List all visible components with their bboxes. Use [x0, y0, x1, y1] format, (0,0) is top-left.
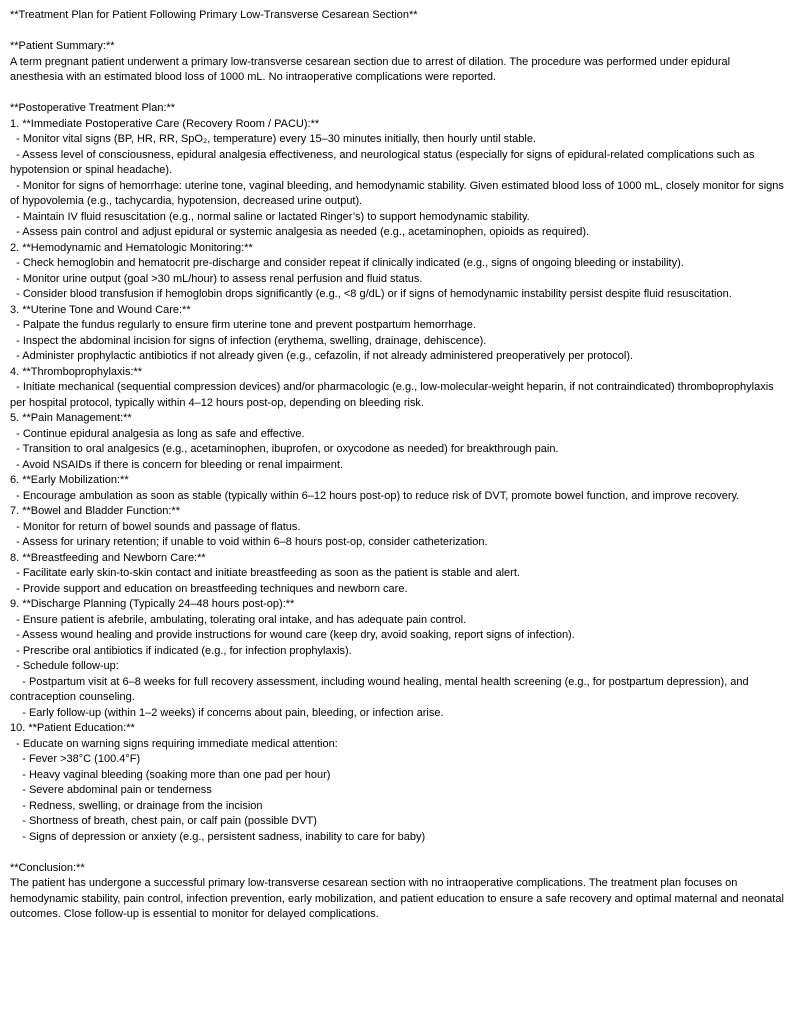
list-item: - Provide support and education on breastfeeding techniques and newborn care. — [10, 582, 408, 595]
section-heading: 6. **Early Mobilization:** — [10, 474, 129, 486]
list-item: - Avoid NSAIDs if there is concern for bleeding or renal impairment. — [10, 458, 344, 471]
list-item: - Signs of depression or anxiety (e.g., persistent sadness, inability to care for baby) — [10, 830, 426, 843]
section-heading: 1. **Immediate Postoperative Care (Recovery Room / PACU):** — [10, 117, 320, 130]
list-item: - Inspect the abdominal incision for signs of infection (erythema, swelling, drainage, dehiscence). — [10, 334, 487, 347]
list-item: - Monitor vital signs (BP, HR, RR, SpO₂, temperature) every 15–30 minutes initially, then hourly until stable. — [10, 133, 536, 145]
list-item: - Consider blood transfusion if hemoglobin drops significantly (e.g., <8 g/dL) or if signs of hemodynamic instability persist despite fluid resuscitation. — [10, 288, 732, 300]
section-heading: 9. **Discharge Planning (Typically 24–48 hours post-op):** — [10, 598, 295, 610]
list-item: - Monitor for return of bowel sounds and passage of flatus. — [10, 520, 301, 533]
summary-heading: **Patient Summary:** — [10, 40, 115, 52]
list-item: - Assess level of consciousness, epidural analgesia effectiveness, and neurological status (especially for signs of epidural-related complications such as hypotension or spinal headache). — [10, 148, 758, 176]
list-item: - Redness, swelling, or drainage from the incision — [10, 799, 263, 812]
conclusion-heading: **Conclusion:** — [10, 861, 85, 874]
section-heading: 4. **Thromboprophylaxis:** — [10, 365, 143, 378]
list-item: - Continue epidural analgesia as long as safe and effective. — [10, 427, 305, 440]
plan-heading: **Postoperative Treatment Plan:** — [10, 102, 176, 114]
list-item: - Shortness of breath, chest pain, or calf pain (possible DVT) — [10, 815, 317, 827]
list-item: - Assess pain control and adjust epidural or systemic analgesia as needed (e.g., acetaminophen, opioids as required). — [10, 226, 590, 238]
document-title: **Treatment Plan for Patient Following Primary Low-Transverse Cesarean Section** — [10, 9, 418, 21]
summary-text: A term pregnant patient underwent a primary low-transverse cesarean section due to arrest of dilation. The procedure was performed under epidural anesthesia with an estimated blood loss of 1000 mL. No intraoperative complications were reported. — [10, 55, 734, 83]
section-heading: 8. **Breastfeeding and Newborn Care:** — [10, 551, 206, 564]
plan-section — [10, 241, 784, 303]
list-item: - Check hemoglobin and hematocrit pre-discharge and consider repeat if clinically indicated (e.g., signs of ongoing bleeding or instability). — [10, 257, 684, 269]
list-item: - Schedule follow-up: — [10, 660, 119, 672]
list-item: - Heavy vaginal bleeding (soaking more than one pad per hour) — [10, 768, 331, 781]
list-item: - Fever >38°C (100.4°F) — [10, 753, 141, 765]
list-item: - Early follow-up (within 1–2 weeks) if concerns about pain, bleeding, or infection arise. — [10, 706, 444, 719]
list-item: - Monitor for signs of hemorrhage: uterine tone, vaginal bleeding, and hemodynamic stability. Given estimated blood loss of 1000 mL, closely monitor for signs of hypovolemia (e.g., tachycardia, hypotension, decreased urine output). — [10, 179, 787, 207]
plan-section — [10, 117, 787, 241]
plan-section — [10, 551, 784, 598]
plan-section — [10, 473, 784, 504]
list-item: - Initiate mechanical (sequential compression devices) and/or pharmacologic (e.g., low-molecular-weight heparin, if not contraindicated) thromboprophylaxis per hospital protocol, typically within 4–12 hours post-op, depending on bleeding risk. — [10, 381, 777, 409]
list-item: - Educate on warning signs requiring immediate medical attention: — [10, 737, 338, 750]
list-item: - Assess wound healing and provide instructions for wound care (keep dry, avoid soaking, report signs of infection). — [10, 629, 575, 641]
list-item: - Facilitate early skin-to-skin contact and initiate breastfeeding as soon as the patient is stable and alert. — [10, 567, 520, 579]
plan-section — [10, 411, 784, 473]
plan-section — [10, 303, 784, 365]
plan-section — [10, 365, 784, 412]
list-item: - Palpate the fundus regularly to ensure firm uterine tone and prevent postpartum hemorrhage. — [10, 319, 476, 331]
list-item: - Administer prophylactic antibiotics if not already given (e.g., cefazolin, if not already administered preoperatively per protocol). — [10, 350, 634, 362]
section-heading: 10. **Patient Education:** — [10, 722, 135, 734]
conclusion-text: The patient has undergone a successful primary low-transverse cesarean section with no intraoperative complications. The treatment plan focuses on hemodynamic stability, pain control, infection prevention, early mobilization, and patient education to ensure a safe recovery and optimal maternal and neonatal outcomes. Close follow-up is essential to monitor for delayed complications. — [10, 877, 787, 920]
blank-line — [10, 845, 784, 861]
section-heading: 2. **Hemodynamic and Hematologic Monitoring:** — [10, 241, 253, 254]
list-item: - Encourage ambulation as soon as stable (typically within 6–12 hours post-op) to reduce risk of DVT, promote bowel function, and improve recovery. — [10, 489, 740, 502]
blank-line — [10, 24, 784, 40]
list-item: - Postpartum visit at 6–8 weeks for full recovery assessment, including wound healing, mental health screening (e.g., for postpartum depression), and contraception counseling. — [10, 675, 752, 703]
plan-section — [10, 721, 784, 845]
plan-section — [10, 597, 784, 721]
list-item: - Maintain IV fluid resuscitation (e.g., normal saline or lactated Ringer’s) to support hemodynamic stability. — [10, 210, 530, 223]
list-item: - Prescribe oral antibiotics if indicated (e.g., for infection prophylaxis). — [10, 644, 352, 657]
list-item: - Monitor urine output (goal >30 mL/hour) to assess renal perfusion and fluid status. — [10, 272, 423, 285]
list-item: - Transition to oral analgesics (e.g., acetaminophen, ibuprofen, or oxycodone as needed) for breakthrough pain. — [10, 443, 559, 455]
plan-section — [10, 504, 784, 551]
section-heading: 3. **Uterine Tone and Wound Care:** — [10, 303, 191, 316]
blank-line — [10, 86, 784, 102]
list-item: - Ensure patient is afebrile, ambulating, tolerating oral intake, and has adequate pain control. — [10, 613, 467, 626]
section-heading: 5. **Pain Management:** — [10, 412, 132, 424]
list-item: - Severe abdominal pain or tenderness — [10, 784, 212, 796]
section-heading: 7. **Bowel and Bladder Function:** — [10, 505, 180, 517]
list-item: - Assess for urinary retention; if unable to void within 6–8 hours post-op, consider catheterization. — [10, 536, 488, 548]
